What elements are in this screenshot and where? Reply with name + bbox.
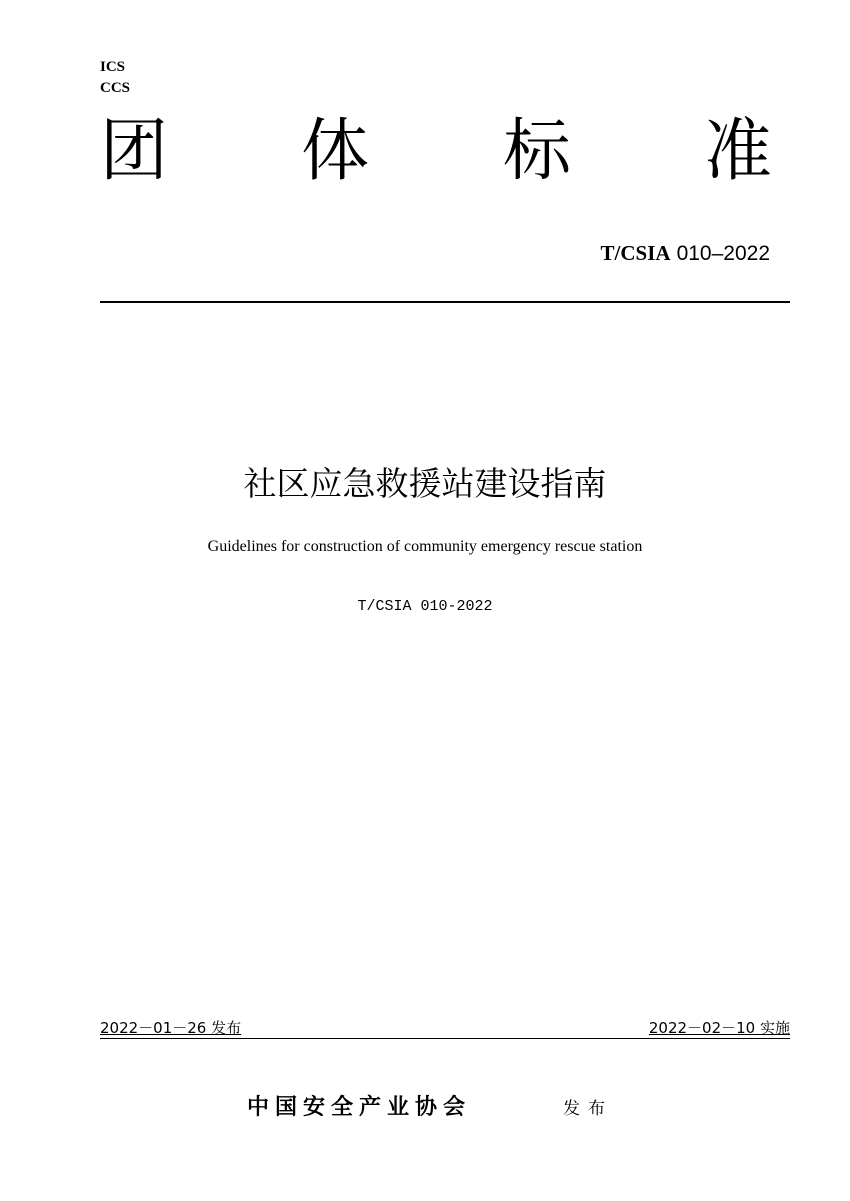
document-title-english: Guidelines for construction of community emergency rescue station [207, 538, 643, 555]
doc-type-char-3: 标 [503, 112, 572, 191]
ccs-label: CCS [100, 80, 131, 96]
standard-number-value: 010–2022 [676, 242, 770, 265]
doc-type-char-2: 体 [301, 112, 370, 191]
publisher-name: 中国安全产业协会 [247, 1095, 472, 1120]
publish-label: 发布 [563, 1099, 613, 1119]
header-rule [100, 301, 790, 303]
publish-date: 2022－01－26 发布 [100, 1019, 242, 1037]
implementation-date: 2022－02－10 实施 [648, 1019, 790, 1037]
ics-label: ICS [100, 59, 126, 75]
document-title-chinese: 社区应急救援站建设指南 [243, 464, 607, 503]
footer-rule [100, 1038, 790, 1039]
doc-type-char-4: 准 [704, 112, 773, 191]
standard-prefix: T/CSIA [600, 241, 671, 265]
doc-type-char-1: 团 [100, 112, 169, 191]
standard-number [601, 240, 770, 267]
document-code: T/CSIA 010-2022 [357, 598, 493, 615]
